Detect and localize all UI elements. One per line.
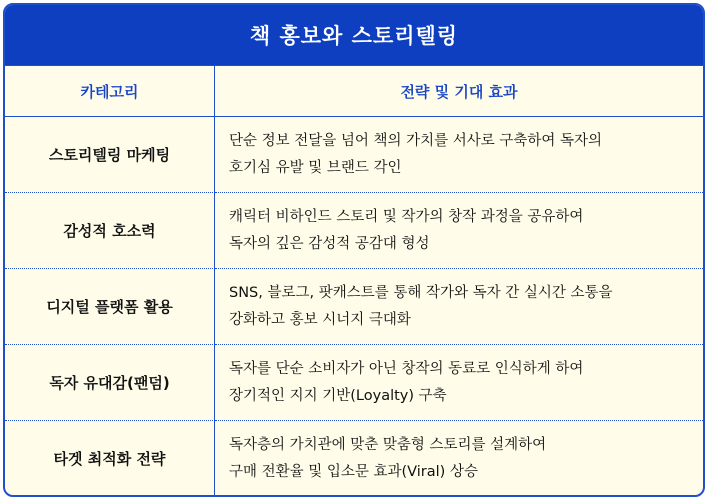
- row-category: 스토리텔링 마케팅: [5, 117, 215, 193]
- row-category: 독자 유대감(팬덤): [5, 345, 215, 421]
- header-category: 카테고리: [5, 66, 215, 117]
- row-category: 감성적 호소력: [5, 193, 215, 269]
- row-category: 타겟 최적화 전략: [5, 421, 215, 496]
- strategy-table-card: [3, 3, 705, 497]
- row-description: 독자층의 가치관에 맞춘 맞춤형 스토리를 설계하여 구매 전환율 및 입소문 효과(Viral) 상승: [229, 436, 547, 480]
- row-description: 독자를 단순 소비자가 아닌 창작의 동료로 인식하게 하여 장기적인 지지 기반(Loyalty) 구축: [215, 345, 703, 421]
- row-description: 캐릭터 비하인드 스토리 및 작가의 창작 과정을 공유하여 독자의 깊은 감성적 공감대 형성: [215, 193, 703, 269]
- row-category: 디지털 플랫폼 활용: [5, 269, 215, 345]
- row-description: SNS, 블로그, 팟캐스트를 통해 작가와 독자 간 실시간 소통을 강화하고 홍보 시너지 극대화: [215, 269, 703, 345]
- strategy-table: [5, 66, 703, 496]
- header-strategy: 전략 및 기대 효과: [215, 66, 703, 117]
- table-title: 책 홍보와 스토리텔링: [5, 5, 703, 66]
- row-description: 단순 정보 전달을 넘어 책의 가치를 서사로 구축하여 독자의 호기심 유발 및 브랜드 각인: [215, 117, 703, 193]
